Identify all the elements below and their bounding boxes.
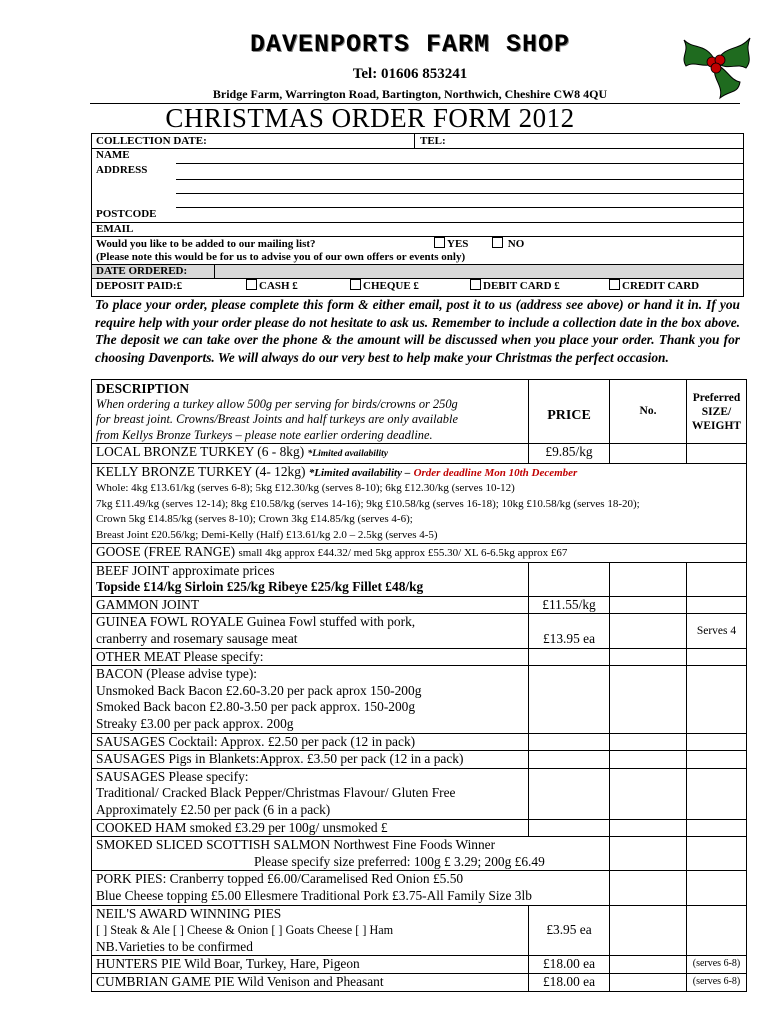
cumbrian-pie-qty[interactable] — [610, 973, 687, 991]
table-row — [92, 444, 747, 464]
neils-pies-size[interactable] — [687, 905, 747, 956]
bacon-smoked: Smoked Back bacon £2.80-3.50 per pack approx. 150-200g — [96, 699, 416, 715]
credit-card-checkbox[interactable] — [609, 279, 620, 290]
other-meat-size[interactable] — [687, 648, 747, 666]
cooked-ham: COOKED HAM smoked £3.29 per 100g/ unsmoked £ — [92, 819, 529, 837]
customer-details-box — [91, 133, 744, 297]
gammon-qty[interactable] — [610, 596, 687, 614]
neils-pies-options: [ ] Steak & Ale [ ] Cheese & Onion [ ] Goats Cheese [ ] Ham — [96, 923, 394, 938]
table-row — [92, 463, 747, 544]
bacon-streaky: Streaky £3.00 per pack approx. 200g — [96, 716, 294, 732]
gammon-size[interactable] — [687, 596, 747, 614]
no-checkbox[interactable] — [492, 237, 503, 248]
table-row — [92, 973, 747, 991]
cheque-option[interactable]: CHEQUE £ — [350, 279, 419, 292]
sausages-qty[interactable] — [610, 768, 687, 819]
pork-pies-2: Blue Cheese topping £5.00 Ellesmere Traditional Pork £3.75-All Family Size 3lb — [96, 887, 532, 903]
name-field[interactable] — [176, 163, 743, 164]
address-label: ADDRESS — [96, 164, 148, 176]
pork-pies-qty[interactable] — [610, 871, 687, 905]
beef-size[interactable] — [687, 562, 747, 596]
sausages-cocktail-qty[interactable] — [610, 733, 687, 751]
guinea-size: Serves 4 — [687, 614, 747, 648]
table-row — [92, 648, 747, 666]
table-row — [92, 819, 747, 837]
postcode-field[interactable] — [92, 222, 743, 223]
other-meat: OTHER MEAT Please specify: — [92, 648, 529, 666]
table-row — [92, 666, 747, 733]
intro-text: To place your order, please complete this form & either email, post it to us (address see above) or hand it in. If you require help with your order please do not hesitate to ask us. Remember to include a collection date in the box above. The deposit we can take over the phone & the amount will be discussed when you place your order. Thank you for choosing Davenports. We will always do our very best to help make your Christmas the perfect occasion. — [95, 297, 740, 365]
goose-title: GOOSE (FREE RANGE) — [96, 544, 236, 560]
table-row — [92, 871, 747, 905]
sausages-price-note: Approximately £2.50 per pack (6 in a pack) — [96, 802, 331, 817]
cumbrian-pie-size: (serves 6-8) — [687, 973, 747, 991]
sausages-cocktail-size[interactable] — [687, 733, 747, 751]
hunters-pie: HUNTERS PIE Wild Boar, Turkey, Hare, Pigeon — [92, 956, 529, 974]
description-header: DESCRIPTION — [96, 381, 190, 396]
bacon-size[interactable] — [687, 666, 747, 733]
salmon-title: SMOKED SLICED SCOTTISH SALMON Northwest Fine Foods Winner — [96, 837, 496, 853]
postcode-label: POSTCODE — [96, 208, 157, 220]
guinea-price: £13.95 ea — [529, 614, 610, 648]
form-title: CHRISTMAS ORDER FORM 2012 — [165, 103, 575, 133]
guinea-desc: cranberry and rosemary sausage meat — [96, 631, 298, 647]
goose-prices: small 4kg approx £44.32/ med 5kg approx £55.30/ XL 6-6.5kg approx £67 — [238, 547, 568, 560]
salmon-qty[interactable] — [610, 837, 687, 871]
beef-prices: Topside £14/kg Sirloin £25/kg Ribeye £25/kg Fillet £48/kg — [96, 579, 424, 595]
kelly-deadline: Order deadline Mon 10th December — [413, 466, 578, 479]
date-ordered-row — [92, 264, 743, 279]
kelly-prices-3: Crown 5kg £14.85/kg (serves 8-10); Crown 3kg £14.85/kg (serves 4-6); — [96, 513, 413, 526]
shop-phone: Tel: 01606 853241 — [352, 66, 468, 82]
local-bronze-qty[interactable] — [610, 444, 687, 464]
sausages-size[interactable] — [687, 768, 747, 819]
table-row — [92, 751, 747, 769]
neils-pies-price: £3.95 ea — [529, 905, 610, 956]
shop-name: DAVENPORTS FARM SHOP — [249, 30, 571, 59]
bacon-title: BACON (Please advise type): — [96, 666, 258, 682]
table-row — [92, 905, 747, 956]
order-table — [91, 379, 742, 992]
name-label: NAME — [96, 149, 130, 161]
other-meat-qty[interactable] — [610, 648, 687, 666]
ordering-note-3: from Kellys Bronze Turkeys – please note earlier ordering deadline. — [96, 427, 433, 442]
address-field-2[interactable] — [176, 193, 743, 194]
mailing-yes[interactable]: YES — [434, 237, 468, 250]
price-header: PRICE — [529, 380, 610, 444]
local-bronze-price: £9.85/kg — [529, 444, 610, 464]
sausages-title: SAUSAGES Please specify: — [96, 768, 249, 784]
guinea-title: GUINEA FOWL ROYALE Guinea Fowl stuffed with pork, — [96, 614, 416, 630]
email-label: EMAIL — [96, 223, 134, 235]
cash-checkbox[interactable] — [246, 279, 257, 290]
beef-qty[interactable] — [610, 562, 687, 596]
sausages-flavours: Traditional/ Cracked Black Pepper/Christmas Flavour/ Gluten Free — [96, 785, 456, 801]
collection-date-label: COLLECTION DATE: — [96, 135, 207, 147]
credit-card-option[interactable]: CREDIT CARD — [609, 279, 699, 292]
shop-address: Bridge Farm, Warrington Road, Bartington, Northwich, Cheshire CW8 4QU — [212, 87, 608, 101]
address-field-1[interactable] — [176, 179, 743, 180]
number-header: No. — [610, 380, 687, 444]
neils-pies-note: NB.Varieties to be confirmed — [96, 938, 253, 954]
kelly-prices-1: Whole: 4kg £13.61/kg (serves 6-8); 5kg £12.30/kg (serves 8-10); 6kg £12.30/kg (serves 10-12) — [96, 482, 515, 495]
hunters-pie-price: £18.00 ea — [529, 956, 610, 974]
tel-label: TEL: — [420, 135, 446, 147]
pork-pies-1: PORK PIES: Cranberry topped £6.00/Caramelised Red Onion £5.50 — [96, 871, 464, 887]
table-row — [92, 596, 747, 614]
email-field[interactable] — [92, 236, 743, 237]
mailing-note: (Please note this would be for us to advise you of our own offers or events only) — [96, 251, 466, 263]
gammon-title: GAMMON JOINT — [92, 596, 529, 614]
address-field-3[interactable] — [176, 207, 743, 208]
cash-option[interactable]: CASH £ — [246, 279, 298, 292]
hunters-pie-size: (serves 6-8) — [687, 956, 747, 974]
kelly-title: KELLY BRONZE TURKEY (4- 12kg) — [96, 463, 306, 479]
gammon-price: £11.55/kg — [529, 596, 610, 614]
kelly-prices-4: Breast Joint £20.56/kg; Demi-Kelly (Half) £13.61/kg 2.0 – 2.5kg (serves 4-5) — [96, 528, 438, 541]
salmon-sizes: Please specify size preferred: 100g £ 3.29; 200g £6.49 — [254, 853, 545, 869]
cheque-checkbox[interactable] — [350, 279, 361, 290]
table-row — [92, 837, 747, 871]
neils-pies-qty[interactable] — [610, 905, 687, 956]
date-ordered-label: DATE ORDERED: — [96, 265, 188, 277]
neils-pies-title: NEIL'S AWARD WINNING PIES — [96, 905, 282, 921]
table-row — [92, 768, 747, 819]
yes-checkbox[interactable] — [434, 237, 445, 248]
table-row — [92, 956, 747, 974]
mailing-question: Would you like to be added to our mailing list? — [96, 238, 316, 250]
table-row — [92, 544, 747, 563]
sausages-cocktail: SAUSAGES Cocktail: Approx. £2.50 per pack (12 in pack) — [92, 733, 529, 751]
kelly-prices-2: 7kg £11.49/kg (serves 12-14); 8kg £10.58/kg (serves 14-16); 9kg £10.58/kg (serves 16-18); 10kg £10.58/kg (serves 18-20); — [96, 497, 640, 510]
table-row — [92, 614, 747, 648]
mailing-no[interactable]: NO — [492, 237, 524, 250]
table-row — [92, 562, 747, 596]
ordering-note-1: When ordering a turkey allow 500g per serving for birds/crowns or 250g — [96, 396, 458, 411]
deposit-paid-label: DEPOSIT PAID:£ — [96, 280, 183, 292]
salmon-size[interactable] — [687, 837, 747, 871]
local-bronze-size[interactable] — [687, 444, 747, 464]
kelly-limited: *Limited availability – — [308, 466, 411, 479]
sausages-pigs: SAUSAGES Pigs in Blankets:Approx. £3.50 per pack (12 in a pack) — [92, 751, 529, 769]
cooked-ham-size[interactable] — [687, 819, 747, 837]
cumbrian-pie-price: £18.00 ea — [529, 973, 610, 991]
size-header: Preferred SIZE/ WEIGHT — [687, 380, 747, 444]
cooked-ham-qty[interactable] — [610, 819, 687, 837]
sausages-pigs-qty[interactable] — [610, 751, 687, 769]
debit-card-checkbox[interactable] — [470, 279, 481, 290]
hunters-pie-qty[interactable] — [610, 956, 687, 974]
cumbrian-pie: CUMBRIAN GAME PIE Wild Venison and Pheasant — [92, 973, 529, 991]
debit-card-option[interactable]: DEBIT CARD £ — [470, 279, 560, 292]
bacon-unsmoked: Unsmoked Back Bacon £2.60-3.20 per pack aprox 150-200g — [96, 682, 422, 698]
sausages-pigs-size[interactable] — [687, 751, 747, 769]
table-row — [92, 733, 747, 751]
pork-pies-size[interactable] — [687, 871, 747, 905]
local-bronze-title: LOCAL BRONZE TURKEY (6 - 8kg) — [96, 444, 305, 459]
ordering-note-2: for breast joint. Crowns/Breast Joints and half turkeys are only available — [96, 412, 458, 426]
holly-icon — [676, 22, 756, 102]
local-bronze-note: *Limited availability — [307, 449, 388, 459]
guinea-qty[interactable] — [610, 614, 687, 648]
bacon-qty[interactable] — [610, 666, 687, 733]
beef-title: BEEF JOINT approximate prices — [96, 562, 275, 578]
table-header-row — [92, 380, 747, 444]
